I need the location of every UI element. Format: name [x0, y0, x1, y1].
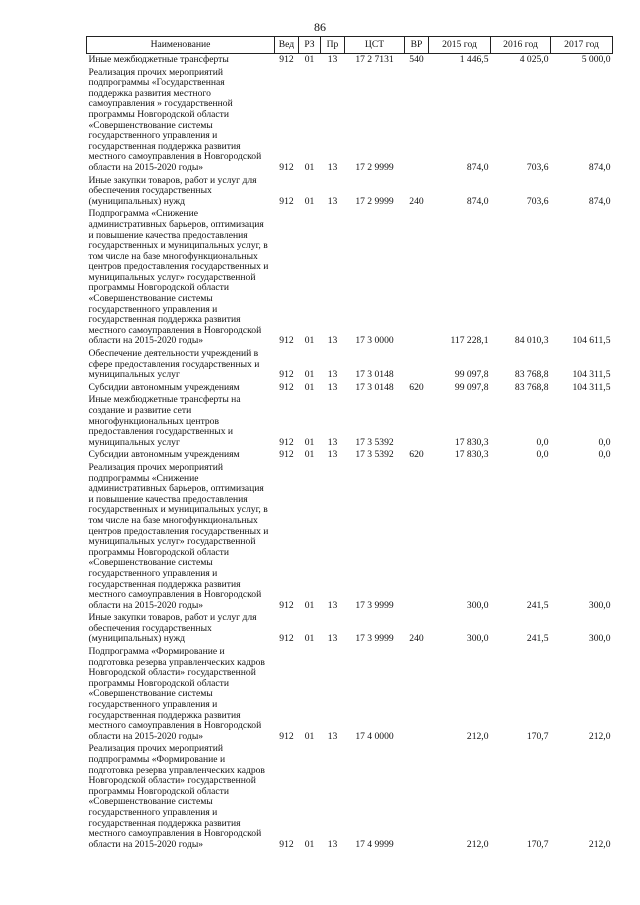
page-number: 86	[314, 20, 326, 34]
row-name: Иные закупки товаров, работ и услуг для обеспечения государственных (муниципальных) нужд	[88, 174, 257, 207]
row-2017: 300,0	[588, 599, 611, 611]
table-row	[87, 382, 613, 395]
row-2015: 99 097,8	[454, 369, 489, 381]
row-ved: 912	[279, 599, 294, 611]
budget-table	[86, 36, 613, 851]
row-ved: 912	[279, 54, 294, 65]
row-2017: 300,0	[588, 633, 611, 645]
row-pr: 13	[327, 449, 338, 461]
row-cst: 17 3 0148	[355, 381, 394, 393]
table-row	[87, 208, 613, 348]
row-name: Подпрограмма «Формирование и подготовка резерва управленческих кадров Новгородской области» государственной программы Новгородской области «Совершенствование системы государственного управления и государственная поддержка развития местного самоуправления в Новгородской области на 2015-2020 годы»	[88, 646, 265, 742]
row-pr: 13	[327, 633, 338, 645]
row-name: Иные межбюджетные трансферты на создание и развитие сети многофункциональных центров предоставления государственных и муниципальных услуг	[88, 394, 241, 448]
row-2015: 17 830,3	[454, 436, 489, 448]
row-cst: 17 4 9999	[355, 838, 394, 850]
row-cst: 17 3 0148	[355, 369, 394, 381]
row-2016: 83 768,8	[514, 369, 549, 381]
row-name: Реализация прочих мероприятий подпрограммы «Государственная поддержка развития местного самоуправления » государственной программы Новгородской области «Совершенствование системы государственного управления и государственная поддержка развития местного самоуправления в Новгородской области на 2015-2020 годы»	[88, 66, 262, 173]
row-2016: 170,7	[526, 838, 549, 850]
header-cst: ЦСТ	[345, 37, 405, 54]
row-2015: 99 097,8	[454, 381, 489, 393]
row-vr	[405, 348, 429, 382]
row-cst: 17 2 9999	[355, 161, 394, 173]
row-vr: 240	[409, 195, 424, 207]
row-2016: 83 768,8	[514, 381, 549, 393]
header-ved: Вед	[275, 37, 299, 54]
row-cst: 17 4 0000	[355, 730, 394, 742]
row-2015: 212,0	[466, 730, 489, 742]
row-2015: 300,0	[466, 633, 489, 645]
header-2015: 2015 год	[429, 37, 491, 54]
row-rz: 01	[304, 381, 315, 393]
row-pr: 13	[327, 436, 338, 448]
row-cst: 17 2 7131	[355, 54, 394, 65]
row-rz: 01	[304, 436, 315, 448]
row-pr: 13	[327, 599, 338, 611]
row-cst: 17 3 5392	[355, 436, 394, 448]
row-vr: 620	[409, 449, 424, 461]
row-name: Реализация прочих мероприятий подпрограммы «Снижение административных барьеров, оптимизация и повышение качества предоставления государственных и муниципальных услуг, в том числе на базе многофункциональных центров предоставления государственных и муниципальных услуг» государственной программы Новгородской области «Совершенствование системы государственного управления и государственная поддержка развития местного самоуправления в Новгородской области на 2015-2020 годы»	[88, 461, 269, 611]
row-pr: 13	[327, 335, 338, 347]
header-vr: ВР	[405, 37, 429, 54]
row-rz: 01	[304, 730, 315, 742]
row-ved: 912	[279, 369, 294, 381]
row-2015: 17 830,3	[454, 449, 489, 461]
row-rz: 01	[304, 369, 315, 381]
row-pr: 13	[327, 54, 338, 65]
row-cst: 17 2 9999	[355, 195, 394, 207]
row-vr: 620	[409, 381, 424, 393]
header-2016: 2016 год	[491, 37, 551, 54]
row-vr	[405, 208, 429, 348]
row-name: Субсидии автономным учреждениям	[88, 381, 240, 393]
row-vr	[405, 67, 429, 175]
table-row	[87, 348, 613, 382]
row-2015: 1 446,5	[459, 54, 489, 65]
row-2017: 104 311,5	[572, 381, 611, 393]
table-row	[87, 54, 613, 67]
row-2015: 117 228,1	[450, 335, 489, 347]
row-cst: 17 3 9999	[355, 599, 394, 611]
row-pr: 13	[327, 195, 338, 207]
table-row	[87, 612, 613, 646]
row-2017: 874,0	[588, 195, 611, 207]
row-vr: 540	[409, 54, 424, 65]
table-row	[87, 646, 613, 743]
row-2016: 4 025,0	[519, 54, 549, 65]
row-2017: 104 611,5	[572, 335, 611, 347]
row-2017: 0,0	[598, 449, 611, 461]
row-name: Субсидии автономным учреждениям	[88, 449, 240, 461]
row-ved: 912	[279, 449, 294, 461]
row-rz: 01	[304, 161, 315, 173]
row-rz: 01	[304, 335, 315, 347]
row-2015: 300,0	[466, 599, 489, 611]
row-vr	[405, 462, 429, 612]
row-rz: 01	[304, 195, 315, 207]
row-2017: 874,0	[588, 161, 611, 173]
row-2016: 241,5	[526, 599, 549, 611]
row-pr: 13	[327, 381, 338, 393]
row-rz: 01	[304, 838, 315, 850]
row-pr: 13	[327, 369, 338, 381]
table-row	[87, 743, 613, 851]
row-ved: 912	[279, 195, 294, 207]
row-ved: 912	[279, 335, 294, 347]
row-name: Иные межбюджетные трансферты	[88, 54, 229, 65]
table-row	[87, 449, 613, 462]
row-name: Подпрограмма «Снижение административных барьеров, оптимизация и повышение качества предоставления государственных и муниципальных услуг, в том числе на базе многофункциональных центров предоставления государственных и муниципальных услуг» государственной программы Новгородской области «Совершенствование системы государственного управления и государственная поддержка развития местного самоуправления в Новгородской области на 2015-2020 годы»	[88, 208, 269, 347]
row-2017: 212,0	[588, 730, 611, 742]
header-2017: 2017 год	[551, 37, 613, 54]
row-cst: 17 3 0000	[355, 335, 394, 347]
row-2016: 0,0	[536, 436, 549, 448]
row-ved: 912	[279, 838, 294, 850]
row-name: Обеспечение деятельности учреждений в сфере предоставления государственных и муниципальных услуг	[88, 348, 260, 381]
row-rz: 01	[304, 633, 315, 645]
row-2016: 703,6	[526, 161, 549, 173]
table-header-row	[87, 37, 613, 54]
row-cst: 17 3 5392	[355, 449, 394, 461]
row-2017: 212,0	[588, 838, 611, 850]
row-2017: 5 000,0	[581, 54, 611, 65]
row-cst: 17 3 9999	[355, 633, 394, 645]
row-pr: 13	[327, 838, 338, 850]
row-2017: 0,0	[598, 436, 611, 448]
row-rz: 01	[304, 599, 315, 611]
row-vr	[405, 743, 429, 851]
table-row	[87, 462, 613, 612]
row-name: Реализация прочих мероприятий подпрограммы «Формирование и подготовка резерва управленческих кадров Новгородской области» государственной программы Новгородской области «Совершенствование системы государственного управления и государственная поддержка развития местного самоуправления в Новгородской области на 2015-2020 годы»	[88, 743, 265, 850]
row-2015: 212,0	[466, 838, 489, 850]
row-ved: 912	[279, 436, 294, 448]
row-vr: 240	[409, 633, 424, 645]
table-row	[87, 394, 613, 449]
header-pr: Пр	[321, 37, 345, 54]
row-2017: 104 311,5	[572, 369, 611, 381]
row-2016: 170,7	[526, 730, 549, 742]
row-pr: 13	[327, 161, 338, 173]
row-2016: 0,0	[536, 449, 549, 461]
row-pr: 13	[327, 730, 338, 742]
header-name: Наименование	[87, 37, 275, 54]
row-rz: 01	[304, 54, 315, 65]
row-vr	[405, 646, 429, 743]
row-vr	[405, 394, 429, 449]
row-2016: 703,6	[526, 195, 549, 207]
table-row	[87, 175, 613, 209]
row-ved: 912	[279, 161, 294, 173]
row-2016: 84 010,3	[514, 335, 549, 347]
row-ved: 912	[279, 633, 294, 645]
row-name: Иные закупки товаров, работ и услуг для обеспечения государственных (муниципальных) нужд	[88, 612, 257, 645]
row-ved: 912	[279, 381, 294, 393]
row-2015: 874,0	[466, 195, 489, 207]
table-row	[87, 67, 613, 175]
row-2015: 874,0	[466, 161, 489, 173]
row-2016: 241,5	[526, 633, 549, 645]
row-rz: 01	[304, 449, 315, 461]
header-rz: РЗ	[299, 37, 321, 54]
row-ved: 912	[279, 730, 294, 742]
